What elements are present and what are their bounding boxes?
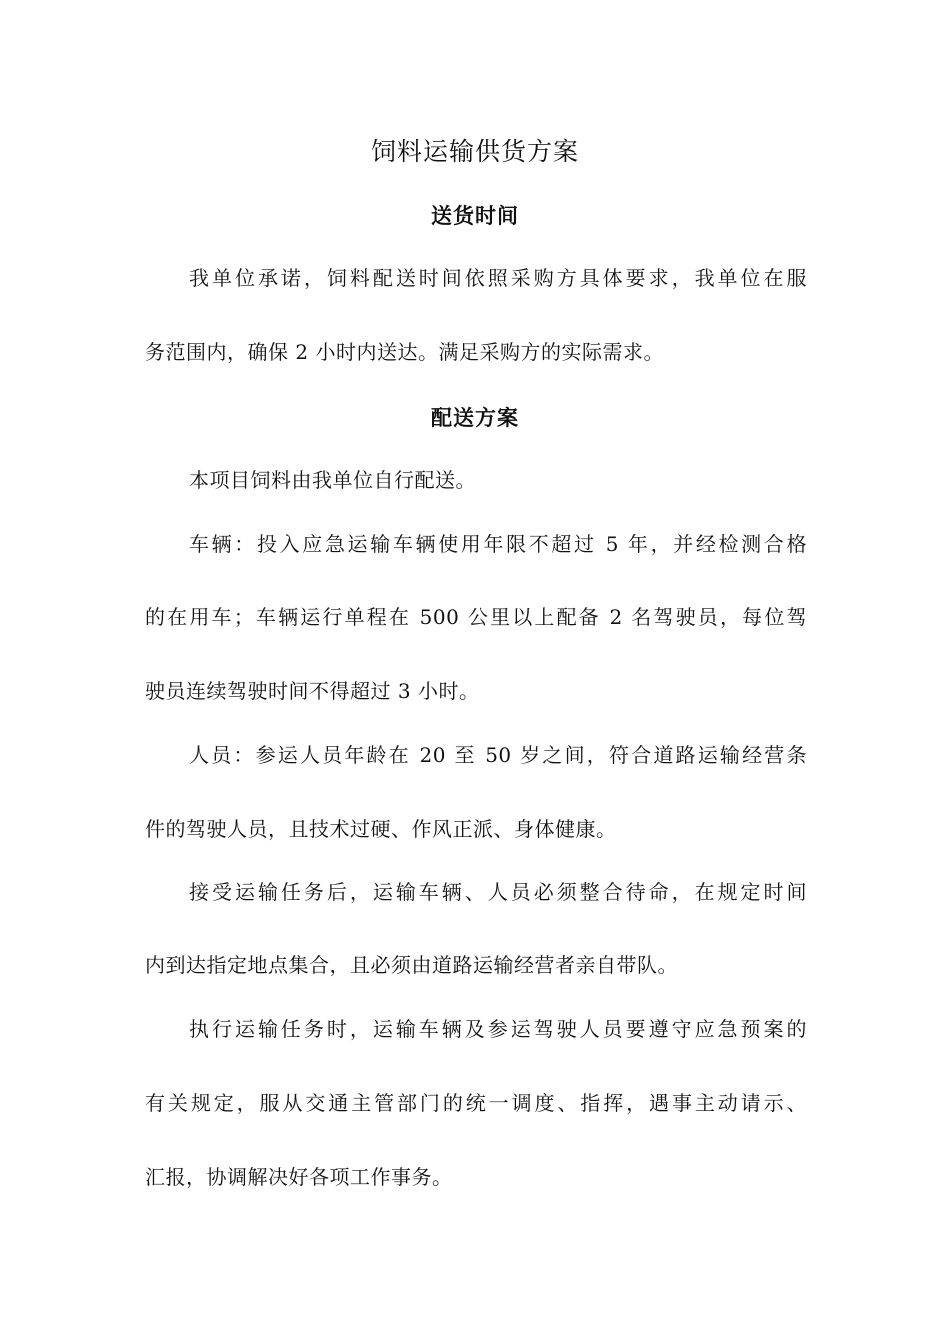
paragraph-line: 有关规定，服从交通主管部门的统一调度、指挥，遇事主动请示、: [145, 1091, 807, 1115]
paragraph-line: 驶员连续驾驶时间不得超过 3 小时。: [145, 679, 480, 703]
section-heading-delivery-time: 送货时间: [431, 203, 519, 228]
paragraph-line: 的在用车；车辆运行单程在 500 公里以上配备 2 名驾驶员，每位驾: [145, 605, 807, 629]
paragraph-line: 我单位承诺，饲料配送时间依照采购方具体要求，我单位在服: [189, 266, 807, 290]
paragraph-line: 本项目饲料由我单位自行配送。: [189, 468, 476, 492]
paragraph-line: 车辆：投入应急运输车辆使用年限不超过 5 年，并经检测合格: [189, 532, 807, 556]
paragraph-line: 执行运输任务时，运输车辆及参运驾驶人员要遵守应急预案的: [189, 1017, 807, 1041]
section-heading-delivery-plan: 配送方案: [431, 405, 519, 430]
paragraph-line: 汇报，协调解决好各项工作事务。: [145, 1165, 453, 1189]
paragraph-line: 人员：参运人员年龄在 20 至 50 岁之间，符合道路运输经营条: [189, 743, 807, 767]
document-title: 饲料运输供货方案: [370, 137, 579, 166]
paragraph-line: 务范围内，确保 2 小时内送达。满足采购方的实际需求。: [145, 340, 664, 364]
paragraph-line: 接受运输任务后，运输车辆、人员必须整合待命，在规定时间: [189, 880, 807, 904]
paragraph-line: 内到达指定地点集合，且必须由道路运输经营者亲自带队。: [145, 953, 678, 977]
paragraph-line: 件的驾驶人员，且技术过硬、作风正派、身体健康。: [145, 817, 617, 841]
